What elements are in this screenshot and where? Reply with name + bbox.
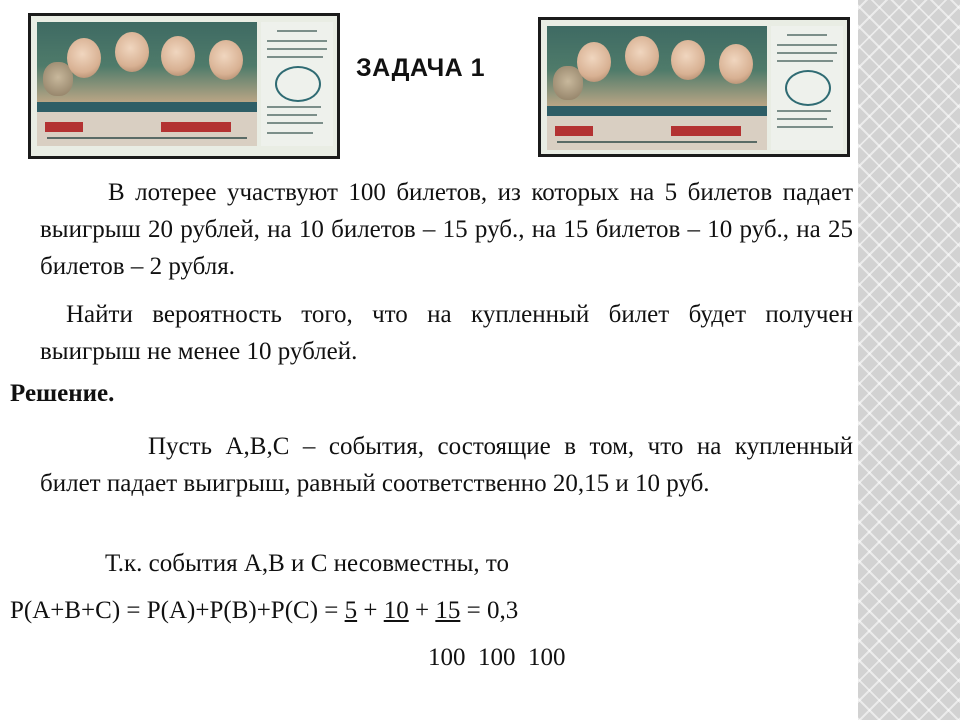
decorative-sidebar-pattern: [858, 0, 960, 720]
ticket-children-photo: [547, 26, 767, 106]
ticket-children-photo: [37, 22, 257, 102]
formula-numerator-2: 10: [383, 597, 409, 624]
formula-numerator-3: 15: [435, 597, 461, 624]
lottery-ticket-image-left: [28, 13, 340, 159]
formula-lhs: P(A+B+C) = P(A)+P(B)+P(C) =: [10, 597, 345, 624]
solution-paragraph: Пусть A,B,C – события, состоящие в том, что на купленный билет падает выигрыш, равный соответственно 20,15 и 10 руб.: [40, 433, 853, 497]
problem-question: Найти вероятность того, что на купленный билет будет получен выигрыш не менее 10 рублей.: [40, 301, 853, 365]
formula-numerator-1: 5: [344, 597, 358, 624]
solution-incompatible-note: Т.к. события A,B и C несовместны, то: [105, 550, 510, 577]
slide-title: ЗАДАЧА 1: [356, 54, 486, 82]
ticket-logo-icon: [275, 66, 321, 102]
formula-denominators: 100 100 100: [428, 644, 566, 671]
formula-result: = 0,3: [460, 597, 519, 624]
lottery-ticket-image-right: [538, 17, 850, 157]
problem-paragraph: В лотерее участвуют 100 билетов, из которых на 5 билетов падает выигрыш 20 рублей, на 10 билетов – 15 руб., на 15 билетов – 10 руб., на 25 билетов – 2 рубля.: [40, 179, 853, 280]
solution-label: Решение.: [10, 380, 115, 407]
probability-formula: P(A+B+C) = P(A)+P(B)+P(C) = 5 + 10 + 15 = 0,3: [10, 597, 519, 624]
ticket-logo-icon: [785, 70, 831, 106]
